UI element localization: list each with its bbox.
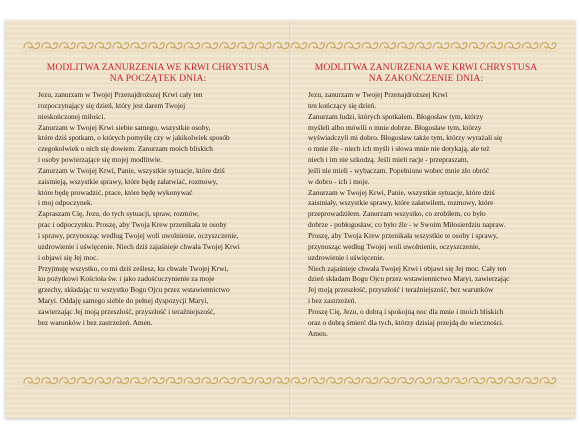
scroll-swirl [522, 378, 538, 384]
scroll-swirl [131, 378, 147, 384]
scroll-swirl [344, 378, 360, 384]
gold-scroll-ornament-icon [23, 40, 557, 52]
scroll-swirl [291, 378, 307, 384]
scroll-swirl [149, 43, 165, 49]
scroll-swirl [255, 43, 271, 49]
scroll-swirl [540, 378, 556, 384]
prayer-card [5, 20, 575, 418]
scroll-swirl [113, 378, 129, 384]
scroll-swirl [238, 378, 254, 384]
scroll-swirl [309, 378, 325, 384]
morning-prayer-heading: MODLITWA ZANURZENIA WE KRWI CHRYSTUSA NA POCZĄTEK DNIA: [46, 62, 270, 84]
scroll-swirl [291, 43, 307, 49]
evening-prayer-text: Jezu, zanurzam w Twojej Przenajdroższej Krwi ten kończący się dzień. Zanurzam ludzi, których spotkałem. Błogosław tym, którzy myśleli albo mówili o mnie dobrze. Błogosław tym, którzy wyświadczyli mi dobro. Błogosław także tym, którzy wyrażali się o mnie źle - niech ich myśli i słowa mnie nie dotykają, ale też niech i im nie szkodzą. Jeśli mieli racje - przepraszam, jeśli nie mieli - wybaczam. Popełnione wobec mnie zło obróć w dobro - ich i moje. Zanurzam w Twojej Krwi, Panie, wszystkie sytuacje, które dziś zaistniały, wszystkie sprawy, które załatwiłem, rozmowy, które przeprowadziłem. Zanurzam wszystko, co zrobiłem, co było dobrze - pobłogosław, co było źle - w Swoim Miłosierdziu napraw. Proszę, aby Twoja Krew przenikała wszystkie te osoby i sprawy, przynosząc według Twojej woli uwolnienie, oczyszczenie, uzdrowienie i uświęcenie. Niech zajaśnieje chwała Twojej Krwi i objawi się Jej moc. Cały ten dzień składam Bogu Ojcu przez wstawiennictwo Maryi, zawierzając Jej moją przeszłość, przyszłość i teraźniejszość, bez warunków i bez zastrzeżeń. Proszę Cię, Jezu, o dobrą i spokojną noc dla mnie i moich bliskich oraz o dobrą śmierć dla tych, którzy dzisiaj przejdą do wieczności. Amen. [308, 90, 510, 338]
scroll-swirl [327, 43, 343, 49]
scroll-swirl [540, 43, 556, 49]
scroll-swirl [451, 378, 467, 384]
scroll-swirl [24, 378, 40, 384]
scroll-swirl [344, 43, 360, 49]
scroll-swirl [202, 43, 218, 49]
scroll-swirl [77, 43, 93, 49]
bottom-ornament-border [23, 375, 557, 387]
scroll-swirl [60, 378, 76, 384]
scroll-swirl [184, 43, 200, 49]
scroll-swirl [309, 43, 325, 49]
scroll-swirl [238, 43, 254, 49]
scroll-swirl [505, 378, 521, 384]
scroll-swirl [469, 43, 485, 49]
scroll-swirl [487, 378, 503, 384]
scroll-swirl [184, 378, 200, 384]
scroll-swirl [505, 43, 521, 49]
scroll-swirl [95, 43, 111, 49]
scroll-swirl [433, 43, 449, 49]
scroll-swirl [202, 378, 218, 384]
scroll-swirl [60, 43, 76, 49]
scroll-swirl [398, 378, 414, 384]
scroll-swirl [220, 378, 236, 384]
morning-prayer-panel [38, 62, 278, 372]
scroll-swirl [398, 43, 414, 49]
scroll-swirl [416, 43, 432, 49]
scroll-swirl [362, 378, 378, 384]
evening-prayer-panel [308, 62, 544, 372]
scroll-swirl [113, 43, 129, 49]
scroll-swirl [380, 378, 396, 384]
scroll-swirl [42, 43, 58, 49]
top-ornament-border [23, 40, 557, 52]
scroll-swirl [77, 378, 93, 384]
gold-scroll-ornament-icon [23, 375, 557, 387]
scroll-swirl [273, 43, 289, 49]
scroll-swirl [220, 43, 236, 49]
scroll-swirl [95, 378, 111, 384]
scroll-swirl [166, 43, 182, 49]
morning-prayer-text: Jezu, zanurzam w Twojej Przenajdroższej Krwi cały ten rozpoczynający się dzień, który jest darem Twojej nieskończonej miłości. Zanurzam w Twojej Krwi siebie samego, wszystkie osoby, które dziś spotkam, o których pomyślę czy w jakikolwiek sposób czegokolwiek o nich się dowiem. Zanurzam moich bliskich i osoby powierzające się mojej modlitwie. Zanurzam w Twojej Krwi, Panie, wszystkie sytuacje, które dziś zaistnieją, wszystkie sprawy, które będę załatwiać, rozmowy, które będę prowadzić, prace, które będę wykonywać i moj odpoczynek. Zapraszam Cię, Jezu, do tych sytuacji, spraw, rozmów, prac i odpoczynku. Proszę, aby Twoja Krew przenikała te osoby i sprawy, przynosząc według Twojej woli uwolnienie, oczyszczenie, uzdrowienie i uświęcenie. Niech dziś zajaśnieje chwała Twojej Krwi i objawi się Jej moc. Przyjmuję wszystko, co mi dziś ześlesz, ku chwale Twojej Krwi, ku pożytkowi Kościoła św. i jako zadośćuczynienie za moje grzechy, składając to wszystko Bogu Ojcu przez wstawiennictwo Maryi. Oddaję samego siebie do pełnej dyspozycji Maryi, zawierzając Jej moją przeszłość, przyszłość i teraźniejszość, bez warunków i bez zastrzeżeń. Amen. [38, 90, 240, 327]
scroll-swirl [255, 378, 271, 384]
scroll-swirl [149, 378, 165, 384]
scroll-swirl [273, 378, 289, 384]
scroll-swirl [24, 43, 40, 49]
scroll-swirl [131, 43, 147, 49]
scroll-swirl [416, 378, 432, 384]
center-fold [289, 20, 291, 418]
scroll-swirl [362, 43, 378, 49]
scroll-swirl [327, 378, 343, 384]
scroll-swirl [487, 43, 503, 49]
scroll-swirl [166, 378, 182, 384]
scroll-swirl [522, 43, 538, 49]
scroll-swirl [433, 378, 449, 384]
evening-prayer-heading: MODLITWA ZANURZENIA WE KRWI CHRYSTUSA NA ZAKOŃCZENIE DNIA: [314, 62, 538, 84]
scroll-swirl [469, 378, 485, 384]
scroll-swirl [380, 43, 396, 49]
scroll-swirl [451, 43, 467, 49]
scroll-swirl [42, 378, 58, 384]
